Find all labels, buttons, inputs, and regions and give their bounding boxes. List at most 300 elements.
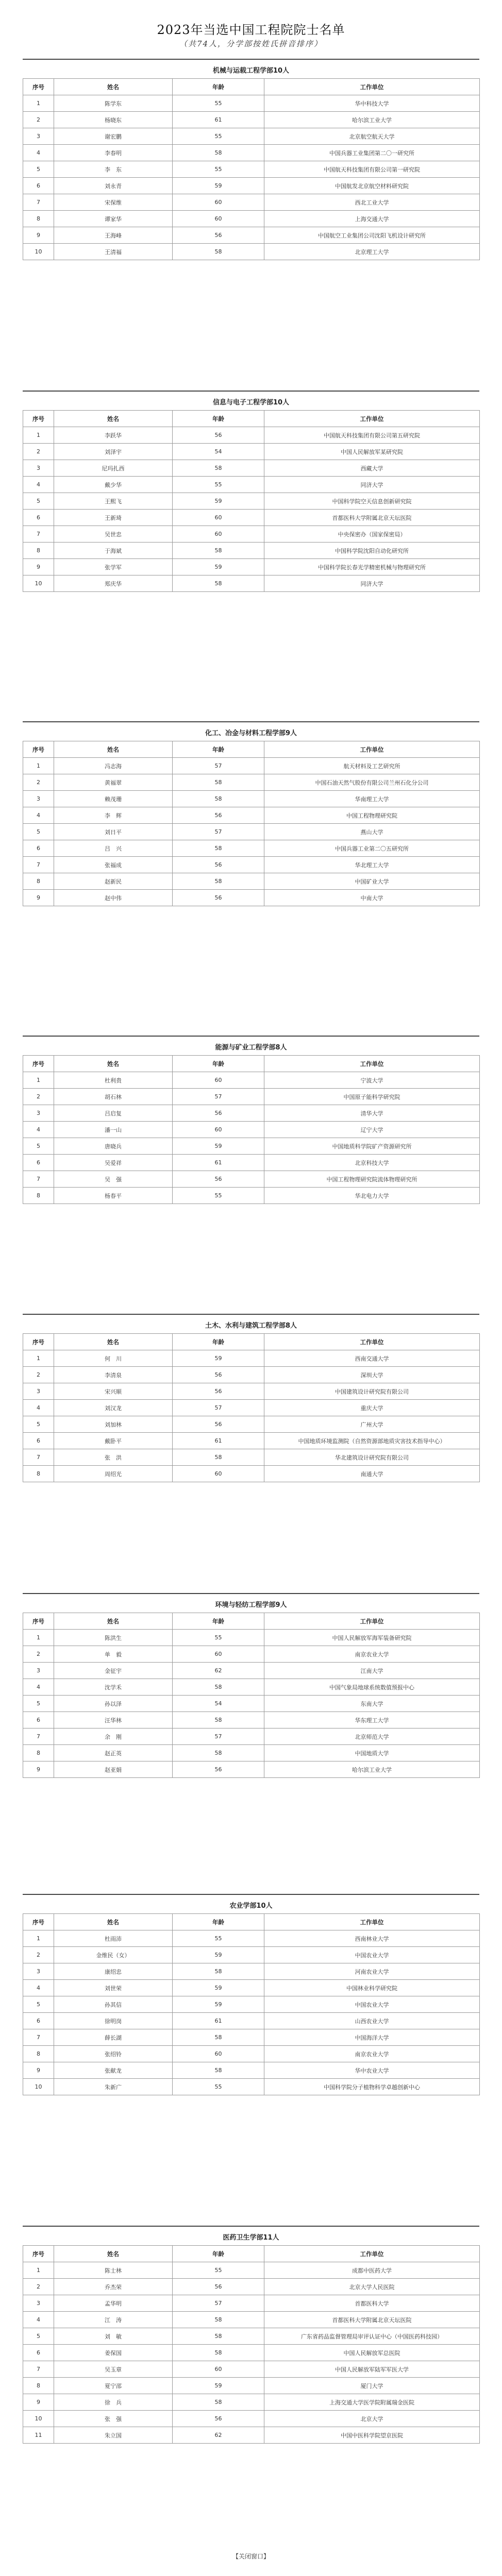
cell-index: 4 — [23, 2312, 54, 2328]
cell-age: 56 — [173, 1367, 264, 1383]
cell-age: 59 — [173, 2378, 264, 2394]
table-row — [23, 1105, 480, 1122]
cell-affiliation: 中国科学院沈阳自动化研究所 — [264, 543, 480, 559]
table-row — [23, 178, 480, 194]
cell-name: 谭家华 — [54, 211, 173, 227]
cell-index: 1 — [23, 95, 54, 112]
header-affiliation: 工作单位 — [264, 1334, 480, 1350]
cell-index: 5 — [23, 824, 54, 840]
cell-name: 吴玉章 — [54, 2361, 173, 2378]
cell-name: 张福成 — [54, 857, 173, 873]
close-window-link[interactable]: 【关闭窗口】 — [232, 2553, 270, 2560]
cell-index: 1 — [23, 758, 54, 774]
cell-affiliation: 宁波大学 — [264, 1072, 480, 1089]
cell-index: 6 — [23, 1712, 54, 1728]
table-row — [23, 2361, 480, 2378]
table-row — [23, 1466, 480, 1482]
cell-age: 56 — [173, 227, 264, 244]
cell-name: 姜保国 — [54, 2345, 173, 2361]
cell-age: 57 — [173, 2295, 264, 2312]
cell-age: 58 — [173, 244, 264, 260]
cell-affiliation: 华中农业大学 — [264, 2062, 480, 2079]
table-row — [23, 2312, 480, 2328]
cell-index: 4 — [23, 1679, 54, 1696]
section-title: 化工、冶金与材料工程学部9人 — [23, 721, 479, 742]
cell-index: 7 — [23, 1728, 54, 1745]
cell-name: 李 东 — [54, 161, 173, 178]
cell-name: 孟华明 — [54, 2295, 173, 2312]
member-table — [23, 1913, 480, 2095]
cell-index: 2 — [23, 1947, 54, 1963]
cell-affiliation: 首都医科大学附属北京天坛医院 — [264, 2312, 480, 2328]
cell-index: 10 — [23, 244, 54, 260]
table-row — [23, 2328, 480, 2345]
cell-index: 10 — [23, 2411, 54, 2427]
cell-name: 江 涛 — [54, 2312, 173, 2328]
cell-name: 王新琦 — [54, 510, 173, 526]
cell-name: 孙以泽 — [54, 1696, 173, 1712]
cell-age: 54 — [173, 1696, 264, 1712]
cell-affiliation: 中国科学院长春光学精密机械与物理研究所 — [264, 559, 480, 575]
cell-age: 58 — [173, 1745, 264, 1761]
cell-affiliation: 西南林业大学 — [264, 1930, 480, 1947]
cell-name: 赵新民 — [54, 873, 173, 890]
cell-age: 60 — [173, 1466, 264, 1482]
cell-affiliation: 广东省药品监督管理局审评认证中心（中国医药科技园） — [264, 2328, 480, 2345]
cell-name: 周绍光 — [54, 1466, 173, 1482]
cell-affiliation: 中国气象局地球系统数值预报中心 — [264, 1679, 480, 1696]
table-row — [23, 575, 480, 592]
header-affiliation: 工作单位 — [264, 1056, 480, 1072]
cell-affiliation: 上海交通大学 — [264, 211, 480, 227]
cell-index: 2 — [23, 444, 54, 460]
table-row — [23, 161, 480, 178]
header-index: 序号 — [23, 1334, 54, 1350]
table-row — [23, 2345, 480, 2361]
header-affiliation: 工作单位 — [264, 741, 480, 758]
cell-index: 2 — [23, 774, 54, 791]
member-table — [23, 410, 480, 592]
cell-affiliation: 中国海洋大学 — [264, 2029, 480, 2046]
cell-name: 沈学禾 — [54, 1679, 173, 1696]
cell-age: 58 — [173, 145, 264, 161]
cell-affiliation: 中国工程物理研究院 — [264, 807, 480, 824]
table-row — [23, 1663, 480, 1679]
cell-index: 3 — [23, 460, 54, 477]
cell-name: 单 毅 — [54, 1646, 173, 1663]
cell-name: 朱新广 — [54, 2079, 173, 2095]
cell-affiliation: 航天材料及工艺研究所 — [264, 758, 480, 774]
cell-age: 55 — [173, 1630, 264, 1646]
cell-affiliation: 南通大学 — [264, 1466, 480, 1482]
cell-name: 杜利贵 — [54, 1072, 173, 1089]
cell-index: 4 — [23, 1122, 54, 1138]
table-row — [23, 824, 480, 840]
cell-affiliation: 西南交通大学 — [264, 1350, 480, 1367]
cell-age: 58 — [173, 1679, 264, 1696]
cell-age: 61 — [173, 1155, 264, 1171]
cell-age: 59 — [173, 178, 264, 194]
cell-age: 55 — [173, 161, 264, 178]
cell-name: 张 强 — [54, 2411, 173, 2427]
table-row — [23, 1383, 480, 1400]
cell-name: 李 辉 — [54, 807, 173, 824]
header-name: 姓名 — [54, 1056, 173, 1072]
table-header-row — [23, 79, 480, 95]
cell-affiliation: 中国航天科技集团有限公司第五研究院 — [264, 427, 480, 444]
cell-index: 3 — [23, 1663, 54, 1679]
cell-index: 8 — [23, 1466, 54, 1482]
cell-affiliation: 华南理工大学 — [264, 791, 480, 807]
table-header-row — [23, 741, 480, 758]
header-age: 年龄 — [173, 79, 264, 95]
cell-affiliation: 成都中医药大学 — [264, 2262, 480, 2279]
table-row — [23, 1646, 480, 1663]
cell-affiliation: 东南大学 — [264, 1696, 480, 1712]
table-row — [23, 2046, 480, 2062]
cell-affiliation: 西北工业大学 — [264, 194, 480, 211]
cell-name: 吴 强 — [54, 1171, 173, 1188]
cell-affiliation: 中国兵器工业集团第二〇一研究所 — [264, 145, 480, 161]
cell-age: 58 — [173, 2328, 264, 2345]
page-subtitle: （共74人，分学部按姓氏拼音排序） — [179, 39, 323, 48]
table-row — [23, 1712, 480, 1728]
cell-affiliation: 北京理工大学 — [264, 244, 480, 260]
cell-affiliation: 中国兵器工业第二〇五研究所 — [264, 840, 480, 857]
table-row — [23, 2262, 480, 2279]
cell-index: 8 — [23, 1188, 54, 1204]
cell-affiliation: 燕山大学 — [264, 824, 480, 840]
header-age: 年龄 — [173, 1914, 264, 1930]
cell-name: 唐晓兵 — [54, 1138, 173, 1155]
cell-name: 尼玛扎西 — [54, 460, 173, 477]
table-row — [23, 1367, 480, 1383]
cell-index: 7 — [23, 1171, 54, 1188]
cell-affiliation: 中国航空工业集团公司沈阳飞机设计研究所 — [264, 227, 480, 244]
cell-index: 10 — [23, 575, 54, 592]
cell-age: 59 — [173, 1350, 264, 1367]
cell-name: 冯志海 — [54, 758, 173, 774]
cell-index: 4 — [23, 1400, 54, 1416]
member-table — [23, 1333, 480, 1482]
cell-index: 8 — [23, 211, 54, 227]
cell-affiliation: 北京科技大学 — [264, 1155, 480, 1171]
table-row — [23, 873, 480, 890]
cell-age: 58 — [173, 873, 264, 890]
cell-index: 9 — [23, 559, 54, 575]
cell-name: 康绍忠 — [54, 1963, 173, 1980]
cell-affiliation: 中国人民解放军总医院 — [264, 2345, 480, 2361]
table-row — [23, 1433, 480, 1449]
table-row — [23, 1400, 480, 1416]
cell-index: 2 — [23, 1646, 54, 1663]
cell-index: 8 — [23, 543, 54, 559]
cell-index: 5 — [23, 1138, 54, 1155]
table-row — [23, 1155, 480, 1171]
cell-affiliation: 清华大学 — [264, 1105, 480, 1122]
member-table — [23, 741, 480, 906]
cell-index: 1 — [23, 427, 54, 444]
member-table — [23, 2245, 480, 2444]
cell-index: 6 — [23, 2345, 54, 2361]
cell-affiliation: 广州大学 — [264, 1416, 480, 1433]
cell-index: 4 — [23, 145, 54, 161]
cell-index: 8 — [23, 2046, 54, 2062]
header-name: 姓名 — [54, 1914, 173, 1930]
table-row — [23, 2279, 480, 2295]
header-name: 姓名 — [54, 411, 173, 427]
header-index: 序号 — [23, 1056, 54, 1072]
table-row — [23, 2295, 480, 2312]
cell-index: 2 — [23, 112, 54, 128]
cell-index: 6 — [23, 1433, 54, 1449]
cell-age: 60 — [173, 1072, 264, 1089]
table-row — [23, 2427, 480, 2444]
table-row — [23, 890, 480, 906]
section-title: 信息与电子工程学部10人 — [23, 391, 479, 411]
table-row — [23, 1089, 480, 1105]
cell-name: 谢宏鹏 — [54, 128, 173, 145]
cell-age: 58 — [173, 2029, 264, 2046]
cell-index: 3 — [23, 2295, 54, 2312]
table-row — [23, 95, 480, 112]
table-row — [23, 444, 480, 460]
cell-affiliation: 中国地质环境监测院（自然资源部地质灾害技术指导中心） — [264, 1433, 480, 1449]
table-row — [23, 493, 480, 510]
cell-affiliation: 中国人民解放军海军装备研究院 — [264, 1630, 480, 1646]
cell-age: 59 — [173, 1138, 264, 1155]
cell-name: 刘 敏 — [54, 2328, 173, 2345]
header-affiliation: 工作单位 — [264, 411, 480, 427]
cell-affiliation: 首都医科大学附属北京天坛医院 — [264, 510, 480, 526]
cell-index: 4 — [23, 477, 54, 493]
cell-index: 10 — [23, 2079, 54, 2095]
cell-affiliation: 北京航空航天大学 — [264, 128, 480, 145]
cell-age: 62 — [173, 1663, 264, 1679]
cell-age: 61 — [173, 1433, 264, 1449]
cell-name: 薛长湖 — [54, 2029, 173, 2046]
header-index: 序号 — [23, 79, 54, 95]
table-row — [23, 791, 480, 807]
header-affiliation: 工作单位 — [264, 1914, 480, 1930]
cell-name: 徐明岗 — [54, 2013, 173, 2029]
cell-age: 59 — [173, 1996, 264, 2013]
cell-affiliation: 北京师范大学 — [264, 1728, 480, 1745]
cell-affiliation: 中国农业大学 — [264, 1996, 480, 2013]
header-age: 年龄 — [173, 411, 264, 427]
cell-age: 57 — [173, 1089, 264, 1105]
cell-index: 3 — [23, 128, 54, 145]
table-row — [23, 807, 480, 824]
table-header-row — [23, 2246, 480, 2262]
table-row — [23, 460, 480, 477]
table-row — [23, 1679, 480, 1696]
table-row — [23, 1171, 480, 1188]
table-header-row — [23, 1914, 480, 1930]
cell-name: 于海斌 — [54, 543, 173, 559]
cell-affiliation: 中国中医科学院望京医院 — [264, 2427, 480, 2444]
table-row — [23, 2411, 480, 2427]
cell-index: 6 — [23, 1155, 54, 1171]
table-row — [23, 774, 480, 791]
cell-affiliation: 中国科学院分子植物科学卓越创新中心 — [264, 2079, 480, 2095]
cell-affiliation: 重庆大学 — [264, 1400, 480, 1416]
cell-name: 杨晓东 — [54, 112, 173, 128]
cell-age: 60 — [173, 211, 264, 227]
cell-index: 8 — [23, 2378, 54, 2394]
header-index: 序号 — [23, 1613, 54, 1630]
cell-index: 1 — [23, 1350, 54, 1367]
cell-age: 59 — [173, 1947, 264, 1963]
cell-index: 7 — [23, 2029, 54, 2046]
cell-name: 吕 兴 — [54, 840, 173, 857]
cell-age: 60 — [173, 2046, 264, 2062]
header-affiliation: 工作单位 — [264, 2246, 480, 2262]
cell-affiliation: 中国地质科学院矿产资源研究所 — [264, 1138, 480, 1155]
cell-index: 9 — [23, 2394, 54, 2411]
cell-index: 9 — [23, 890, 54, 906]
table-row — [23, 1449, 480, 1466]
cell-age: 58 — [173, 840, 264, 857]
cell-index: 1 — [23, 1930, 54, 1947]
header-age: 年龄 — [173, 1613, 264, 1630]
cell-index: 8 — [23, 1745, 54, 1761]
header-name: 姓名 — [54, 1613, 173, 1630]
cell-index: 3 — [23, 791, 54, 807]
table-row — [23, 1188, 480, 1204]
header-index: 序号 — [23, 2246, 54, 2262]
cell-age: 56 — [173, 1383, 264, 1400]
cell-name: 汪华林 — [54, 1712, 173, 1728]
table-row — [23, 1761, 480, 1778]
cell-index: 6 — [23, 510, 54, 526]
cell-affiliation: 上海交通大学医学院附属瑞金医院 — [264, 2394, 480, 2411]
cell-name: 赵正英 — [54, 1745, 173, 1761]
table-row — [23, 510, 480, 526]
cell-name: 夏宁邵 — [54, 2378, 173, 2394]
header-name: 姓名 — [54, 1334, 173, 1350]
cell-age: 55 — [173, 1188, 264, 1204]
cell-index: 9 — [23, 2062, 54, 2079]
cell-index: 5 — [23, 1996, 54, 2013]
cell-age: 57 — [173, 1728, 264, 1745]
cell-age: 58 — [173, 575, 264, 592]
cell-affiliation: 中国原子能科学研究院 — [264, 1089, 480, 1105]
cell-age: 56 — [173, 427, 264, 444]
cell-affiliation: 华北建筑设计研究院有限公司 — [264, 1449, 480, 1466]
cell-index: 5 — [23, 161, 54, 178]
cell-age: 55 — [173, 2079, 264, 2095]
cell-age: 60 — [173, 1646, 264, 1663]
section-title: 医药卫生学部11人 — [23, 2226, 479, 2246]
header-affiliation: 工作单位 — [264, 1613, 480, 1630]
cell-name: 陈学东 — [54, 95, 173, 112]
cell-name: 戴卧平 — [54, 1433, 173, 1449]
cell-affiliation: 深圳大学 — [264, 1367, 480, 1383]
cell-age: 58 — [173, 543, 264, 559]
cell-index: 7 — [23, 194, 54, 211]
cell-affiliation: 中国林业科学研究院 — [264, 1980, 480, 1996]
table-row — [23, 1630, 480, 1646]
table-row — [23, 1416, 480, 1433]
cell-age: 56 — [173, 807, 264, 824]
section-title: 土木、水利与建筑工程学部8人 — [23, 1314, 479, 1334]
member-table — [23, 1613, 480, 1778]
cell-affiliation: 华北电力大学 — [264, 1188, 480, 1204]
cell-age: 55 — [173, 1930, 264, 1947]
header-affiliation: 工作单位 — [264, 79, 480, 95]
cell-name: 徐 兵 — [54, 2394, 173, 2411]
member-table — [23, 78, 480, 260]
cell-index: 5 — [23, 2328, 54, 2345]
cell-index: 5 — [23, 1416, 54, 1433]
cell-age: 60 — [173, 510, 264, 526]
cell-age: 56 — [173, 2279, 264, 2295]
cell-name: 金维民（女） — [54, 1947, 173, 1963]
table-row — [23, 857, 480, 873]
cell-age: 55 — [173, 95, 264, 112]
cell-name: 刘永青 — [54, 178, 173, 194]
table-row — [23, 543, 480, 559]
cell-age: 58 — [173, 2394, 264, 2411]
cell-name: 黄福翠 — [54, 774, 173, 791]
section-title: 环境与轻纺工程学部9人 — [23, 1593, 479, 1614]
cell-affiliation: 华中科技大学 — [264, 95, 480, 112]
table-row — [23, 427, 480, 444]
member-table — [23, 1055, 480, 1204]
cell-name: 赖茂珊 — [54, 791, 173, 807]
table-row — [23, 526, 480, 543]
cell-index: 3 — [23, 1963, 54, 1980]
cell-name: 何 川 — [54, 1350, 173, 1367]
cell-affiliation: 中国人民解放军某研究院 — [264, 444, 480, 460]
cell-index: 4 — [23, 807, 54, 824]
cell-name: 戴少华 — [54, 477, 173, 493]
cell-affiliation: 西藏大学 — [264, 460, 480, 477]
cell-affiliation: 江南大学 — [264, 1663, 480, 1679]
table-row — [23, 1350, 480, 1367]
cell-name: 杨春平 — [54, 1188, 173, 1204]
cell-index: 1 — [23, 1072, 54, 1089]
table-row — [23, 244, 480, 260]
cell-index: 7 — [23, 857, 54, 873]
table-row — [23, 1930, 480, 1947]
cell-age: 58 — [173, 2312, 264, 2328]
cell-affiliation: 中国石油天然气股份有限公司兰州石化分公司 — [264, 774, 480, 791]
cell-affiliation: 中国人民解放军陆军军医大学 — [264, 2361, 480, 2378]
cell-age: 59 — [173, 493, 264, 510]
cell-age: 56 — [173, 1171, 264, 1188]
cell-index: 7 — [23, 2361, 54, 2378]
cell-affiliation: 中国工程物理研究院流体物理研究所 — [264, 1171, 480, 1188]
cell-name: 朱立国 — [54, 2427, 173, 2444]
section-title: 农业学部10人 — [23, 1894, 479, 1914]
cell-index: 5 — [23, 493, 54, 510]
cell-age: 58 — [173, 460, 264, 477]
table-row — [23, 211, 480, 227]
cell-name: 王清福 — [54, 244, 173, 260]
cell-index: 7 — [23, 1449, 54, 1466]
table-row — [23, 840, 480, 857]
cell-affiliation: 北京大学 — [264, 2411, 480, 2427]
cell-name: 赵亚娟 — [54, 1761, 173, 1778]
cell-name: 李清泉 — [54, 1367, 173, 1383]
table-row — [23, 194, 480, 211]
table-row — [23, 2029, 480, 2046]
cell-affiliation: 中央保密办（国家保密局） — [264, 526, 480, 543]
cell-affiliation: 首都医科大学 — [264, 2295, 480, 2312]
cell-age: 56 — [173, 1416, 264, 1433]
